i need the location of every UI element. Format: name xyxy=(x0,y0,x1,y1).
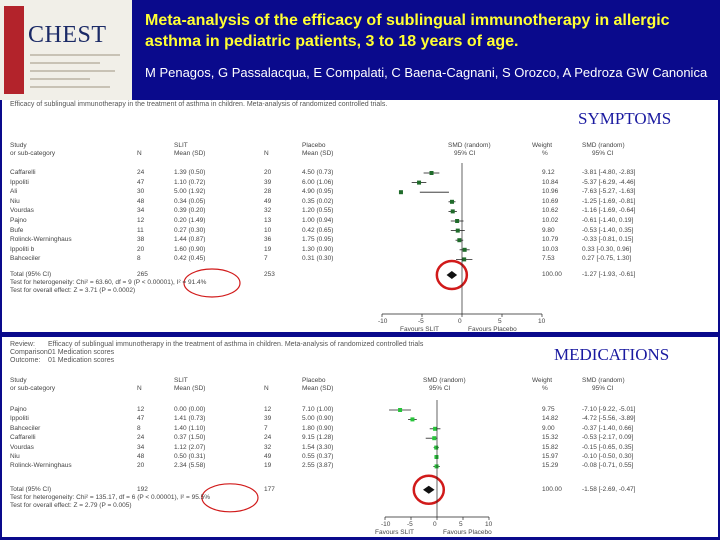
study-name: Bahceciler xyxy=(10,255,41,263)
sub-header-pct: % xyxy=(542,385,548,392)
placebo-n: 32 xyxy=(264,207,272,215)
symptoms-panel xyxy=(2,100,718,332)
placebo-mean: 2.55 (3.87) xyxy=(302,462,334,470)
study-name: Niu xyxy=(10,197,20,205)
placebo-n: 49 xyxy=(264,197,272,205)
cover-line xyxy=(30,78,90,80)
placebo-mean: 5.00 (0.90) xyxy=(302,415,334,423)
sub-header-ci: 95% CI xyxy=(454,150,476,157)
slit-n: 48 xyxy=(137,197,145,205)
col-header-weight: Weight xyxy=(532,377,553,384)
sub-header-n: N xyxy=(264,150,269,157)
total-label: Total (95% CI) xyxy=(10,485,52,493)
slit-mean: 0.39 (0.20) xyxy=(174,207,206,215)
comparison-text: 01 Medication scores xyxy=(48,349,115,356)
total-ci: -1.58 [-2.69, -0.47] xyxy=(582,485,636,493)
slit-n: 24 xyxy=(137,434,145,442)
sub-header-ci: 95% CI xyxy=(592,385,614,392)
smd-ci-value: 0.27 [-0.75, 1.30] xyxy=(582,255,632,263)
total-n-placebo: 177 xyxy=(264,485,275,493)
review-text: Efficacy of sublingual immunotherapy in the treatment of asthma in children. Meta-analysis of randomized controlled trials xyxy=(48,341,424,348)
slit-mean: 1.39 (0.50) xyxy=(174,169,206,176)
axis-tick-label: 5 xyxy=(459,521,463,528)
placebo-n: 28 xyxy=(264,188,272,196)
slide-authors: M Penagos, G Passalacqua, E Compalati, C Baena-Cagnani, S Orozco, A Pedroza GW Canonica xyxy=(145,65,708,80)
col-header-placebo: Placebo xyxy=(302,377,326,384)
total-n-placebo: 253 xyxy=(264,271,275,278)
test-overall-effect: Test for overall effect: Z = 3.71 (P = 0.0002) xyxy=(10,287,136,294)
smd-ci-value: -7.10 [-9.22, -5.01] xyxy=(582,406,636,413)
effect-marker xyxy=(435,464,439,468)
favours-placebo-label: Favours Placebo xyxy=(468,326,517,332)
effect-marker xyxy=(398,408,402,412)
slit-mean: 1.44 (0.87) xyxy=(174,236,206,244)
smd-ci-value: -0.37 [-1.40, 0.66] xyxy=(582,424,634,432)
study-name: Ippoliti xyxy=(10,178,29,186)
slide-title: Meta-analysis of the efficacy of sublingual immunotherapy in allergic asthma in pediatric patients, 3 to 18 years of age. xyxy=(145,12,670,50)
placebo-n: 39 xyxy=(264,178,272,186)
favours-slit-label: Favours SLIT xyxy=(400,326,440,332)
forest-plot xyxy=(2,100,718,332)
slit-n: 11 xyxy=(137,226,144,234)
weight-value: 10.62 xyxy=(542,207,559,215)
slit-mean: 1.12 (2.07) xyxy=(174,443,206,451)
axis-tick-label: 5 xyxy=(498,318,502,325)
smd-ci-value: -0.53 [-1.40, 0.35] xyxy=(582,226,634,234)
effect-marker xyxy=(399,190,403,194)
sub-header-study: or sub-category xyxy=(10,385,56,392)
effect-marker xyxy=(432,436,436,440)
effect-marker xyxy=(456,229,460,233)
total-label: Total (95% CI) xyxy=(10,271,52,278)
weight-value: 10.79 xyxy=(542,236,559,244)
test-heterogeneity: Test for heterogeneity: Chi² = 63.60, df = 9 (P < 0.00001), I² = 91.4% xyxy=(10,279,207,286)
slit-mean: 0.20 (1.49) xyxy=(174,217,206,224)
slit-mean: 0.37 (1.50) xyxy=(174,434,206,442)
cover-line xyxy=(30,62,100,64)
smd-ci-value: -1.25 [-1.69, -0.81] xyxy=(582,197,636,205)
slit-mean: 2.34 (5.58) xyxy=(174,462,206,470)
smd-ci-value: 0.33 [-0.30, 0.96] xyxy=(582,245,632,253)
smd-ci-value: -0.61 [-1.40, 0.19] xyxy=(582,217,634,224)
medications-label: MEDICATIONS xyxy=(554,345,670,364)
journal-logo: CHEST xyxy=(28,22,107,48)
slit-n: 12 xyxy=(137,217,145,224)
col-header-study: Study xyxy=(10,377,27,384)
placebo-n: 32 xyxy=(264,443,272,451)
review-label: Review: xyxy=(10,341,35,348)
axis-tick-label: -5 xyxy=(418,318,424,325)
placebo-n: 7 xyxy=(264,255,268,263)
weight-value: 10.84 xyxy=(542,178,559,186)
sub-header-mean: Mean (SD) xyxy=(174,385,206,392)
slit-n: 20 xyxy=(137,462,145,470)
weight-value: 10.69 xyxy=(542,197,559,205)
study-name: Rolinck-Werninghaus xyxy=(10,462,72,470)
panel-header: Efficacy of sublingual immunotherapy in the treatment of asthma in children. Meta-analysis of randomized controlled trials. xyxy=(10,101,388,108)
slit-n: 47 xyxy=(137,178,145,186)
placebo-mean: 1.80 (0.90) xyxy=(302,424,334,432)
weight-value: 15.97 xyxy=(542,453,559,460)
slit-mean: 0.34 (0.05) xyxy=(174,197,206,205)
effect-marker xyxy=(457,238,461,242)
sub-header-mean: Mean (SD) xyxy=(174,150,206,157)
placebo-n: 20 xyxy=(264,169,272,176)
col-header-smd: SMD (random) xyxy=(448,142,491,149)
study-name: Ali xyxy=(10,188,18,196)
test-overall-effect: Test for overall effect: Z = 2.79 (P = 0.005) xyxy=(10,501,132,509)
col-header-smd-ci: SMD (random) xyxy=(582,377,625,384)
study-name: Vourdas xyxy=(10,443,34,451)
slit-mean: 1.60 (0.90) xyxy=(174,245,206,253)
smd-ci-value: -4.72 [-5.56, -3.89] xyxy=(582,415,636,423)
placebo-mean: 1.75 (0.95) xyxy=(302,236,334,244)
placebo-mean: 7.10 (1.00) xyxy=(302,406,334,413)
weight-value: 9.12 xyxy=(542,169,555,176)
axis-tick-label: 0 xyxy=(433,521,437,528)
placebo-n: 39 xyxy=(264,415,272,423)
smd-ci-value: -0.33 [-0.81, 0.15] xyxy=(582,236,634,244)
placebo-mean: 1.00 (0.94) xyxy=(302,217,334,224)
slit-mean: 0.00 (0.00) xyxy=(174,406,206,413)
smd-ci-value: -7.63 [-5.27, -1.63] xyxy=(582,188,636,196)
comparison-label: Comparison: xyxy=(10,349,50,356)
slit-n: 48 xyxy=(137,453,145,460)
weight-value: 9.80 xyxy=(542,226,555,234)
placebo-n: 19 xyxy=(264,462,272,470)
cover-line xyxy=(30,70,115,72)
slit-mean: 0.42 (0.45) xyxy=(174,255,206,263)
axis-tick-label: 0 xyxy=(458,318,462,325)
placebo-n: 19 xyxy=(264,245,272,253)
effect-marker xyxy=(434,455,438,459)
sub-header-mean: Mean (SD) xyxy=(302,385,334,392)
sub-header-pct: % xyxy=(542,150,548,157)
sub-header-n: N xyxy=(137,385,142,392)
slit-n: 38 xyxy=(137,236,145,244)
outcome-text: 01 Medication scores xyxy=(48,357,115,364)
placebo-n: 12 xyxy=(264,406,272,413)
smd-ci-value: -3.81 [-4.80, -2.83] xyxy=(582,169,636,176)
study-name: Rolinck-Werninghaus xyxy=(10,236,72,244)
weight-value: 15.32 xyxy=(542,434,559,442)
cover-line xyxy=(30,86,110,88)
col-header-smd: SMD (random) xyxy=(423,377,466,384)
study-name: Bufe xyxy=(10,226,24,234)
effect-marker xyxy=(410,417,414,421)
placebo-mean: 1.30 (0.90) xyxy=(302,245,334,253)
effect-marker xyxy=(430,171,434,175)
slit-n: 30 xyxy=(137,188,145,196)
col-header-smd-ci: SMD (random) xyxy=(582,142,625,149)
slit-n: 34 xyxy=(137,443,145,451)
effect-marker xyxy=(462,257,466,261)
weight-value: 10.96 xyxy=(542,188,559,196)
placebo-mean: 0.31 (0.30) xyxy=(302,255,334,263)
col-header-placebo: Placebo xyxy=(302,142,326,149)
col-header-slit: SLIT xyxy=(174,142,188,149)
smd-ci-value: -0.10 [-0.50, 0.30] xyxy=(582,453,634,460)
effect-marker xyxy=(417,181,421,185)
favours-slit-label: Favours SLIT xyxy=(375,529,415,536)
placebo-mean: 4.90 (0.95) xyxy=(302,188,334,196)
test-heterogeneity: Test for heterogeneity: Chi² = 135.17, df = 6 (P < 0.00001), I² = 95.5% xyxy=(10,493,211,501)
placebo-mean: 1.54 (3.30) xyxy=(302,443,334,451)
sub-header-ci: 95% CI xyxy=(429,385,451,392)
axis-tick-label: 10 xyxy=(538,318,546,325)
smd-ci-value: -0.08 [-0.71, 0.55] xyxy=(582,462,634,470)
total-ci: -1.27 [-1.93, -0.61] xyxy=(582,271,636,278)
slit-mean: 0.27 (0.30) xyxy=(174,226,206,234)
sub-header-n: N xyxy=(264,385,269,392)
smd-ci-value: -5.37 [-6.29, -4.46] xyxy=(582,178,636,186)
placebo-mean: 9.15 (1.28) xyxy=(302,434,334,442)
study-name: Ippoliti b xyxy=(10,245,35,253)
study-name: Pajno xyxy=(10,406,27,413)
slit-mean: 1.41 (0.73) xyxy=(174,415,206,423)
study-name: Niu xyxy=(10,453,20,460)
symptoms-label: SYMPTOMS xyxy=(578,109,672,128)
study-name: Caffarelli xyxy=(10,169,36,176)
placebo-mean: 4.50 (0.73) xyxy=(302,169,334,176)
slit-mean: 1.10 (0.72) xyxy=(174,178,206,186)
placebo-n: 13 xyxy=(264,217,272,224)
slit-n: 8 xyxy=(137,424,141,432)
weight-value: 7.53 xyxy=(542,255,555,263)
study-name: Vourdas xyxy=(10,207,34,215)
journal-cover xyxy=(0,0,132,100)
study-name: Pajno xyxy=(10,217,27,224)
sub-header-study: or sub-category xyxy=(10,150,56,157)
total-n-slit: 265 xyxy=(137,271,148,278)
placebo-n: 7 xyxy=(264,424,268,432)
highlight-heterogeneity xyxy=(202,484,258,512)
effect-marker xyxy=(450,200,454,204)
effect-marker xyxy=(451,209,455,213)
slit-mean: 0.50 (0.31) xyxy=(174,453,206,460)
placebo-mean: 0.55 (0.37) xyxy=(302,453,334,460)
weight-value: 15.82 xyxy=(542,443,559,451)
total-n-slit: 192 xyxy=(137,485,148,493)
weight-value: 10.03 xyxy=(542,245,559,253)
favours-placebo-label: Favours Placebo xyxy=(443,529,492,536)
sub-header-n: N xyxy=(137,150,142,157)
sub-header-mean: Mean (SD) xyxy=(302,150,334,157)
sub-header-ci: 95% CI xyxy=(592,150,614,157)
slit-mean: 1.40 (1.10) xyxy=(174,424,206,432)
placebo-mean: 1.20 (0.55) xyxy=(302,207,334,215)
study-name: Ippoliti xyxy=(10,415,29,423)
placebo-n: 36 xyxy=(264,236,272,244)
smd-ci-value: -1.16 [-1.69, -0.64] xyxy=(582,207,636,215)
total-weight: 100.00 xyxy=(542,485,562,493)
slit-mean: 5.00 (1.92) xyxy=(174,188,206,196)
smd-ci-value: -0.53 [-2.17, 0.09] xyxy=(582,434,634,442)
total-weight: 100.00 xyxy=(542,271,562,278)
placebo-mean: 0.42 (0.65) xyxy=(302,226,334,234)
study-name: Caffarelli xyxy=(10,434,36,442)
slit-n: 24 xyxy=(137,169,145,176)
outcome-label: Outcome: xyxy=(10,357,41,364)
effect-marker xyxy=(455,219,459,223)
col-header-study: Study xyxy=(10,142,27,149)
smd-ci-value: -0.15 [-0.65, 0.35] xyxy=(582,443,634,451)
weight-value: 9.75 xyxy=(542,406,555,413)
col-header-weight: Weight xyxy=(532,142,553,149)
weight-value: 10.02 xyxy=(542,217,559,224)
weight-value: 14.82 xyxy=(542,415,559,423)
placebo-mean: 0.35 (0.02) xyxy=(302,197,334,205)
placebo-n: 49 xyxy=(264,453,272,460)
slit-n: 12 xyxy=(137,406,145,413)
pooled-diamond xyxy=(447,271,458,279)
axis-tick-label: 10 xyxy=(485,521,493,528)
slit-n: 20 xyxy=(137,245,145,253)
weight-value: 9.00 xyxy=(542,424,555,432)
axis-tick-label: -10 xyxy=(378,318,388,325)
cover-band xyxy=(4,6,24,94)
cover-line xyxy=(30,54,120,56)
axis-tick-label: -10 xyxy=(381,521,391,528)
weight-value: 15.29 xyxy=(542,462,559,470)
axis-tick-label: -5 xyxy=(407,521,413,528)
medications-panel xyxy=(2,337,718,537)
col-header-slit: SLIT xyxy=(174,377,188,384)
effect-marker xyxy=(463,248,467,252)
slit-n: 47 xyxy=(137,415,145,423)
slit-n: 34 xyxy=(137,207,145,215)
effect-marker xyxy=(433,427,437,431)
placebo-mean: 6.00 (1.06) xyxy=(302,178,334,186)
effect-marker xyxy=(434,446,438,450)
placebo-n: 24 xyxy=(264,434,272,442)
placebo-n: 10 xyxy=(264,226,272,234)
study-name: Bahceciler xyxy=(10,424,41,432)
slit-n: 8 xyxy=(137,255,141,263)
pooled-diamond xyxy=(423,486,435,494)
